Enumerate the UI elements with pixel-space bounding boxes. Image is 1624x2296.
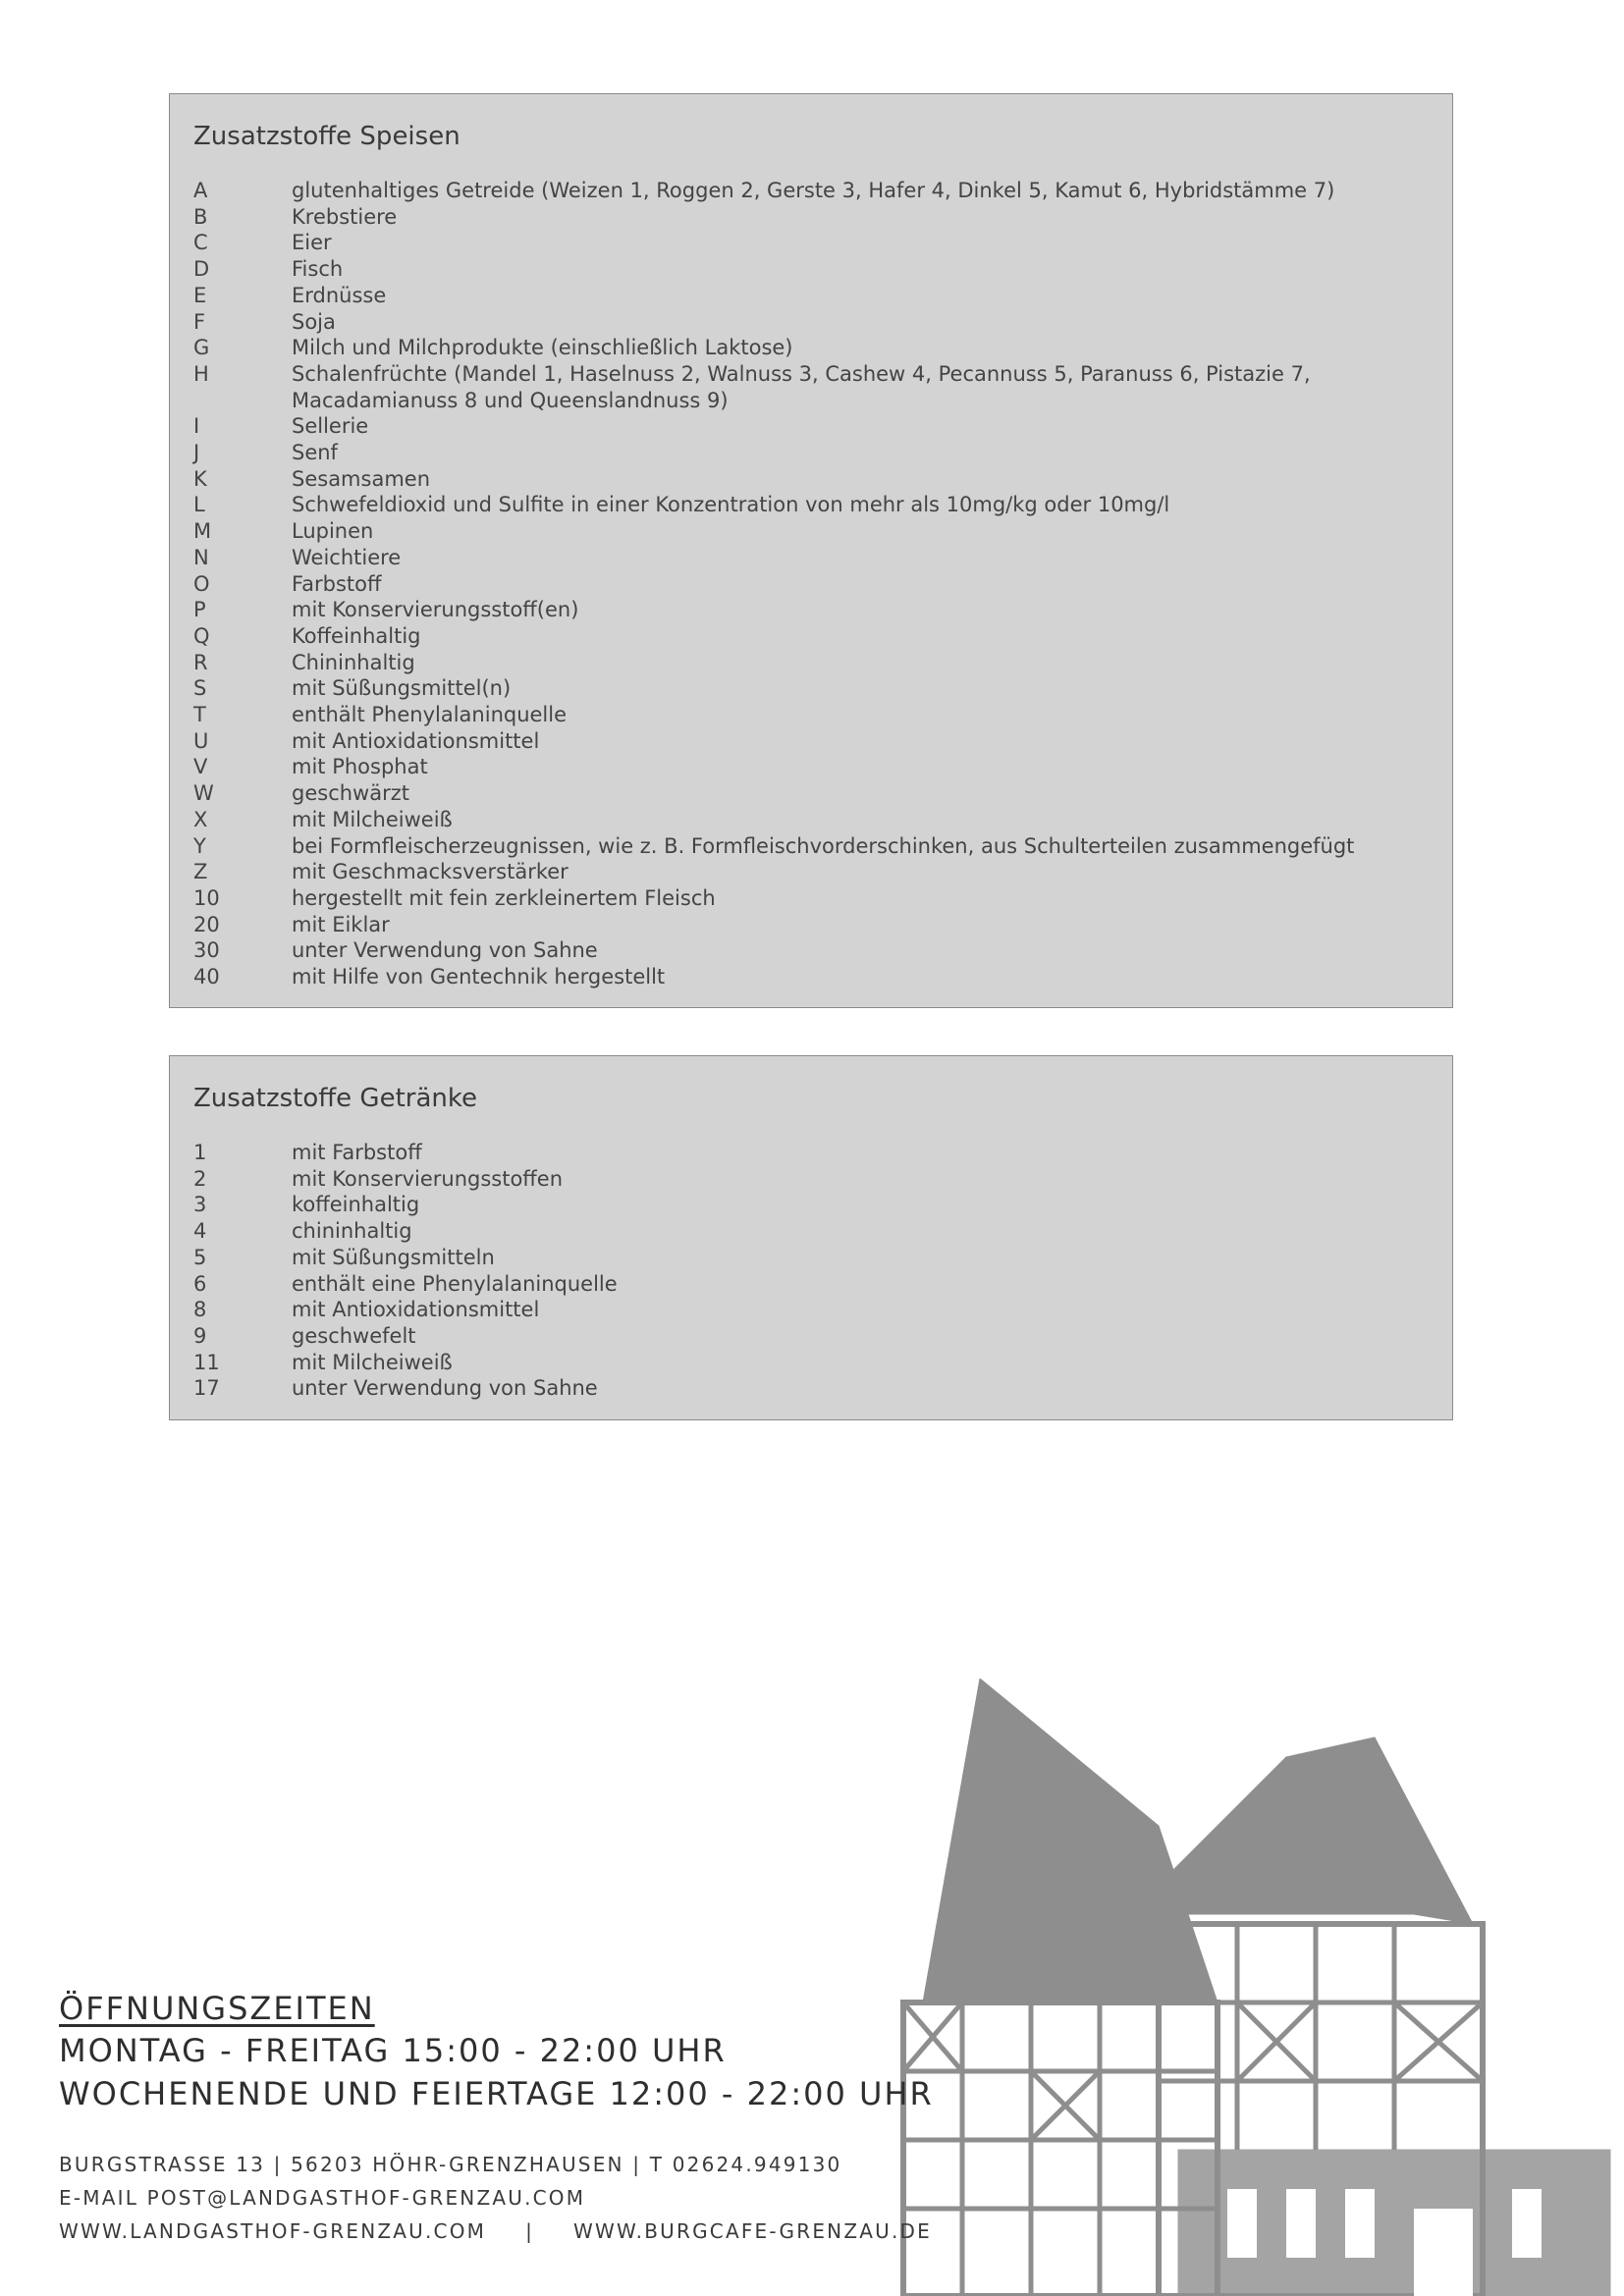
list-item: [193, 1245, 1433, 1271]
additive-description: Koffeinhaltig: [292, 623, 421, 648]
list-item: [193, 466, 1433, 493]
additive-description: glutenhaltiges Getreide (Weizen 1, Roggen 2, Gerste 3, Hafer 4, Dinkel 5, Kamut 6, Hybridstämme 7): [292, 179, 1335, 202]
additive-code: T: [193, 703, 206, 727]
list-item: [193, 204, 1433, 231]
list-item: [193, 1323, 1433, 1350]
website-landgasthof-link[interactable]: WWW.LANDGASTHOF-GRENZAU.COM: [59, 2219, 487, 2243]
additive-code: O: [193, 571, 210, 596]
additive-description: mit Farbstoff: [292, 1141, 422, 1164]
list-item: [193, 885, 1433, 912]
additive-description: Sellerie: [292, 414, 369, 439]
list-item: [193, 728, 1433, 755]
additive-code: E: [193, 283, 207, 307]
additive-code: J: [193, 441, 200, 465]
additive-code: 9: [193, 1323, 207, 1348]
additive-description: Soja: [292, 309, 336, 334]
contact-websites: [59, 2215, 932, 2248]
additive-description: Schalenfrüchte (Mandel 1, Haselnuss 2, Walnuss 3, Cashew 4, Pecannuss 5, Paranuss 6, Pistazie 7, Macadamianuss 8 und Queenslandnuss 9): [292, 361, 1311, 412]
additive-code: I: [193, 414, 200, 439]
list-item: [193, 650, 1433, 676]
list-item: [193, 571, 1433, 598]
opening-hours-weekend: WOCHENENDE UND FEIERTAGE 12:00 - 22:00 UHR: [59, 2075, 934, 2112]
additive-code: 8: [193, 1298, 207, 1322]
additive-code: P: [193, 598, 206, 622]
additive-code: X: [193, 807, 208, 831]
list-item: [193, 309, 1433, 336]
list-item: [193, 518, 1433, 545]
additive-code: 10: [193, 885, 220, 910]
additive-description: enthält eine Phenylalaninquelle: [292, 1271, 618, 1296]
list-item: [193, 597, 1433, 623]
additive-code: S: [193, 676, 207, 701]
list-item: [193, 492, 1433, 518]
additive-description: chininhaltig: [292, 1219, 412, 1244]
additive-description: Erdnüsse: [292, 283, 387, 307]
additive-code: C: [193, 231, 208, 255]
additive-code: W: [193, 781, 214, 806]
additive-description: Weichtiere: [292, 545, 402, 569]
list-item: [193, 937, 1433, 964]
list-item: [193, 1375, 1433, 1402]
website-burgcafe-link[interactable]: WWW.BURGCAFE-GRENZAU.DE: [573, 2219, 932, 2243]
additive-code: F: [193, 309, 206, 334]
list-item: [193, 623, 1433, 650]
additive-code: Q: [193, 623, 210, 648]
list-item: [193, 256, 1433, 283]
additive-code: G: [193, 336, 210, 360]
zusatzstoffe-speisen-box: [169, 93, 1453, 1008]
list-item: [193, 1297, 1433, 1323]
opening-hours-title: ÖFFNUNGSZEITEN: [59, 1990, 375, 2027]
half-timbered-house-illustration: [864, 1679, 1624, 2296]
additive-code: 2: [193, 1166, 207, 1191]
additive-description: Chininhaltig: [292, 650, 415, 674]
list-item: [193, 1140, 1433, 1166]
list-item: [193, 702, 1433, 728]
additive-description: mit Antioxidationsmittel: [292, 728, 540, 753]
additive-description: mit Süßungsmittel(n): [292, 676, 512, 701]
zusatzstoffe-getraenke-box: [169, 1055, 1453, 1420]
getraenke-title: Zusatzstoffe Getränke: [193, 1084, 477, 1113]
list-item: [193, 361, 1433, 413]
list-item: [193, 283, 1433, 309]
list-item: [193, 178, 1433, 204]
additive-description: mit Milcheiweiß: [292, 1350, 453, 1374]
additive-code: 4: [193, 1219, 207, 1244]
additive-description: mit Süßungsmitteln: [292, 1245, 495, 1269]
contact-email[interactable]: E-MAIL POST@LANDGASTHOF-GRENZAU.COM: [59, 2186, 586, 2210]
additive-description: bei Formfleischerzeugnissen, wie z. B. Formfleischvorderschinken, aus Schulterteilen zusammengefügt: [292, 833, 1355, 858]
additive-code: Y: [193, 833, 206, 858]
additive-description: mit Antioxidationsmittel: [292, 1298, 540, 1322]
list-item: [193, 1218, 1433, 1245]
speisen-title: Zusatzstoffe Speisen: [193, 122, 460, 151]
list-item: [193, 675, 1433, 702]
getraenke-list: [193, 1140, 1433, 1402]
additive-description: geschwefelt: [292, 1323, 416, 1348]
additive-code: M: [193, 519, 212, 544]
additive-code: V: [193, 755, 208, 779]
additive-description: Schwefeldioxid und Sulfite in einer Konzentration von mehr als 10mg/kg oder 10mg/l: [292, 493, 1170, 517]
list-item: [193, 833, 1433, 860]
additive-code: 3: [193, 1193, 207, 1217]
additive-description: koffeinhaltig: [292, 1193, 420, 1217]
additive-code: 5: [193, 1245, 207, 1269]
list-item: [193, 1192, 1433, 1218]
additive-code: 11: [193, 1350, 220, 1374]
additive-description: Eier: [292, 231, 332, 255]
contact-info: [59, 2148, 932, 2248]
additive-code: U: [193, 728, 209, 753]
list-item: [193, 912, 1433, 938]
additive-description: hergestellt mit fein zerkleinertem Fleisch: [292, 885, 716, 910]
list-item: [193, 1350, 1433, 1376]
additive-code: 1: [193, 1141, 207, 1164]
list-item: [193, 1271, 1433, 1298]
additive-description: mit Hilfe von Gentechnik hergestellt: [292, 965, 666, 989]
additive-code: 20: [193, 912, 220, 936]
additive-description: Fisch: [292, 257, 344, 282]
list-item: [193, 413, 1433, 440]
list-item: [193, 1166, 1433, 1193]
list-item: [193, 440, 1433, 466]
list-item: [193, 230, 1433, 256]
additive-description: Krebstiere: [292, 204, 398, 229]
additive-description: Lupinen: [292, 519, 374, 544]
list-item: [193, 807, 1433, 833]
additive-description: geschwärzt: [292, 781, 409, 806]
additive-code: L: [193, 493, 205, 517]
additive-code: 17: [193, 1376, 220, 1401]
additive-code: H: [193, 361, 209, 386]
additive-description: mit Eiklar: [292, 912, 390, 936]
speisen-list: [193, 178, 1433, 990]
opening-hours: [59, 1988, 934, 2115]
list-item: [193, 545, 1433, 571]
additive-description: mit Konservierungsstoffen: [292, 1166, 564, 1191]
additive-code: 6: [193, 1271, 207, 1296]
contact-address: BURGSTRASSE 13 | 56203 HÖHR-GRENZHAUSEN | T 02624.949130: [59, 2153, 842, 2176]
additive-description: enthält Phenylalaninquelle: [292, 703, 568, 727]
additive-code: R: [193, 650, 208, 674]
list-item: [193, 859, 1433, 885]
list-item: [193, 754, 1433, 780]
additive-description: Sesamsamen: [292, 466, 431, 491]
additive-description: mit Geschmacksverstärker: [292, 860, 568, 884]
list-item: [193, 780, 1433, 807]
additive-description: Farbstoff: [292, 571, 382, 596]
additive-code: K: [193, 466, 207, 491]
additive-code: B: [193, 204, 208, 229]
list-item: [193, 964, 1433, 990]
website-separator: |: [525, 2219, 535, 2243]
additive-description: mit Konservierungsstoff(en): [292, 598, 579, 622]
additive-code: D: [193, 257, 210, 282]
additive-code: Z: [193, 860, 208, 884]
additive-description: Milch und Milchprodukte (einschließlich Laktose): [292, 336, 793, 360]
additive-code: N: [193, 545, 209, 569]
opening-hours-weekdays: MONTAG - FREITAG 15:00 - 22:00 UHR: [59, 2032, 727, 2069]
additive-code: 30: [193, 938, 220, 963]
list-item: [193, 335, 1433, 361]
additive-code: 40: [193, 965, 220, 989]
additive-code: A: [193, 179, 208, 202]
additive-description: mit Phosphat: [292, 755, 428, 779]
additive-description: unter Verwendung von Sahne: [292, 1376, 598, 1401]
additive-description: Senf: [292, 441, 338, 465]
additive-description: mit Milcheiweiß: [292, 807, 453, 831]
additive-description: unter Verwendung von Sahne: [292, 938, 598, 963]
